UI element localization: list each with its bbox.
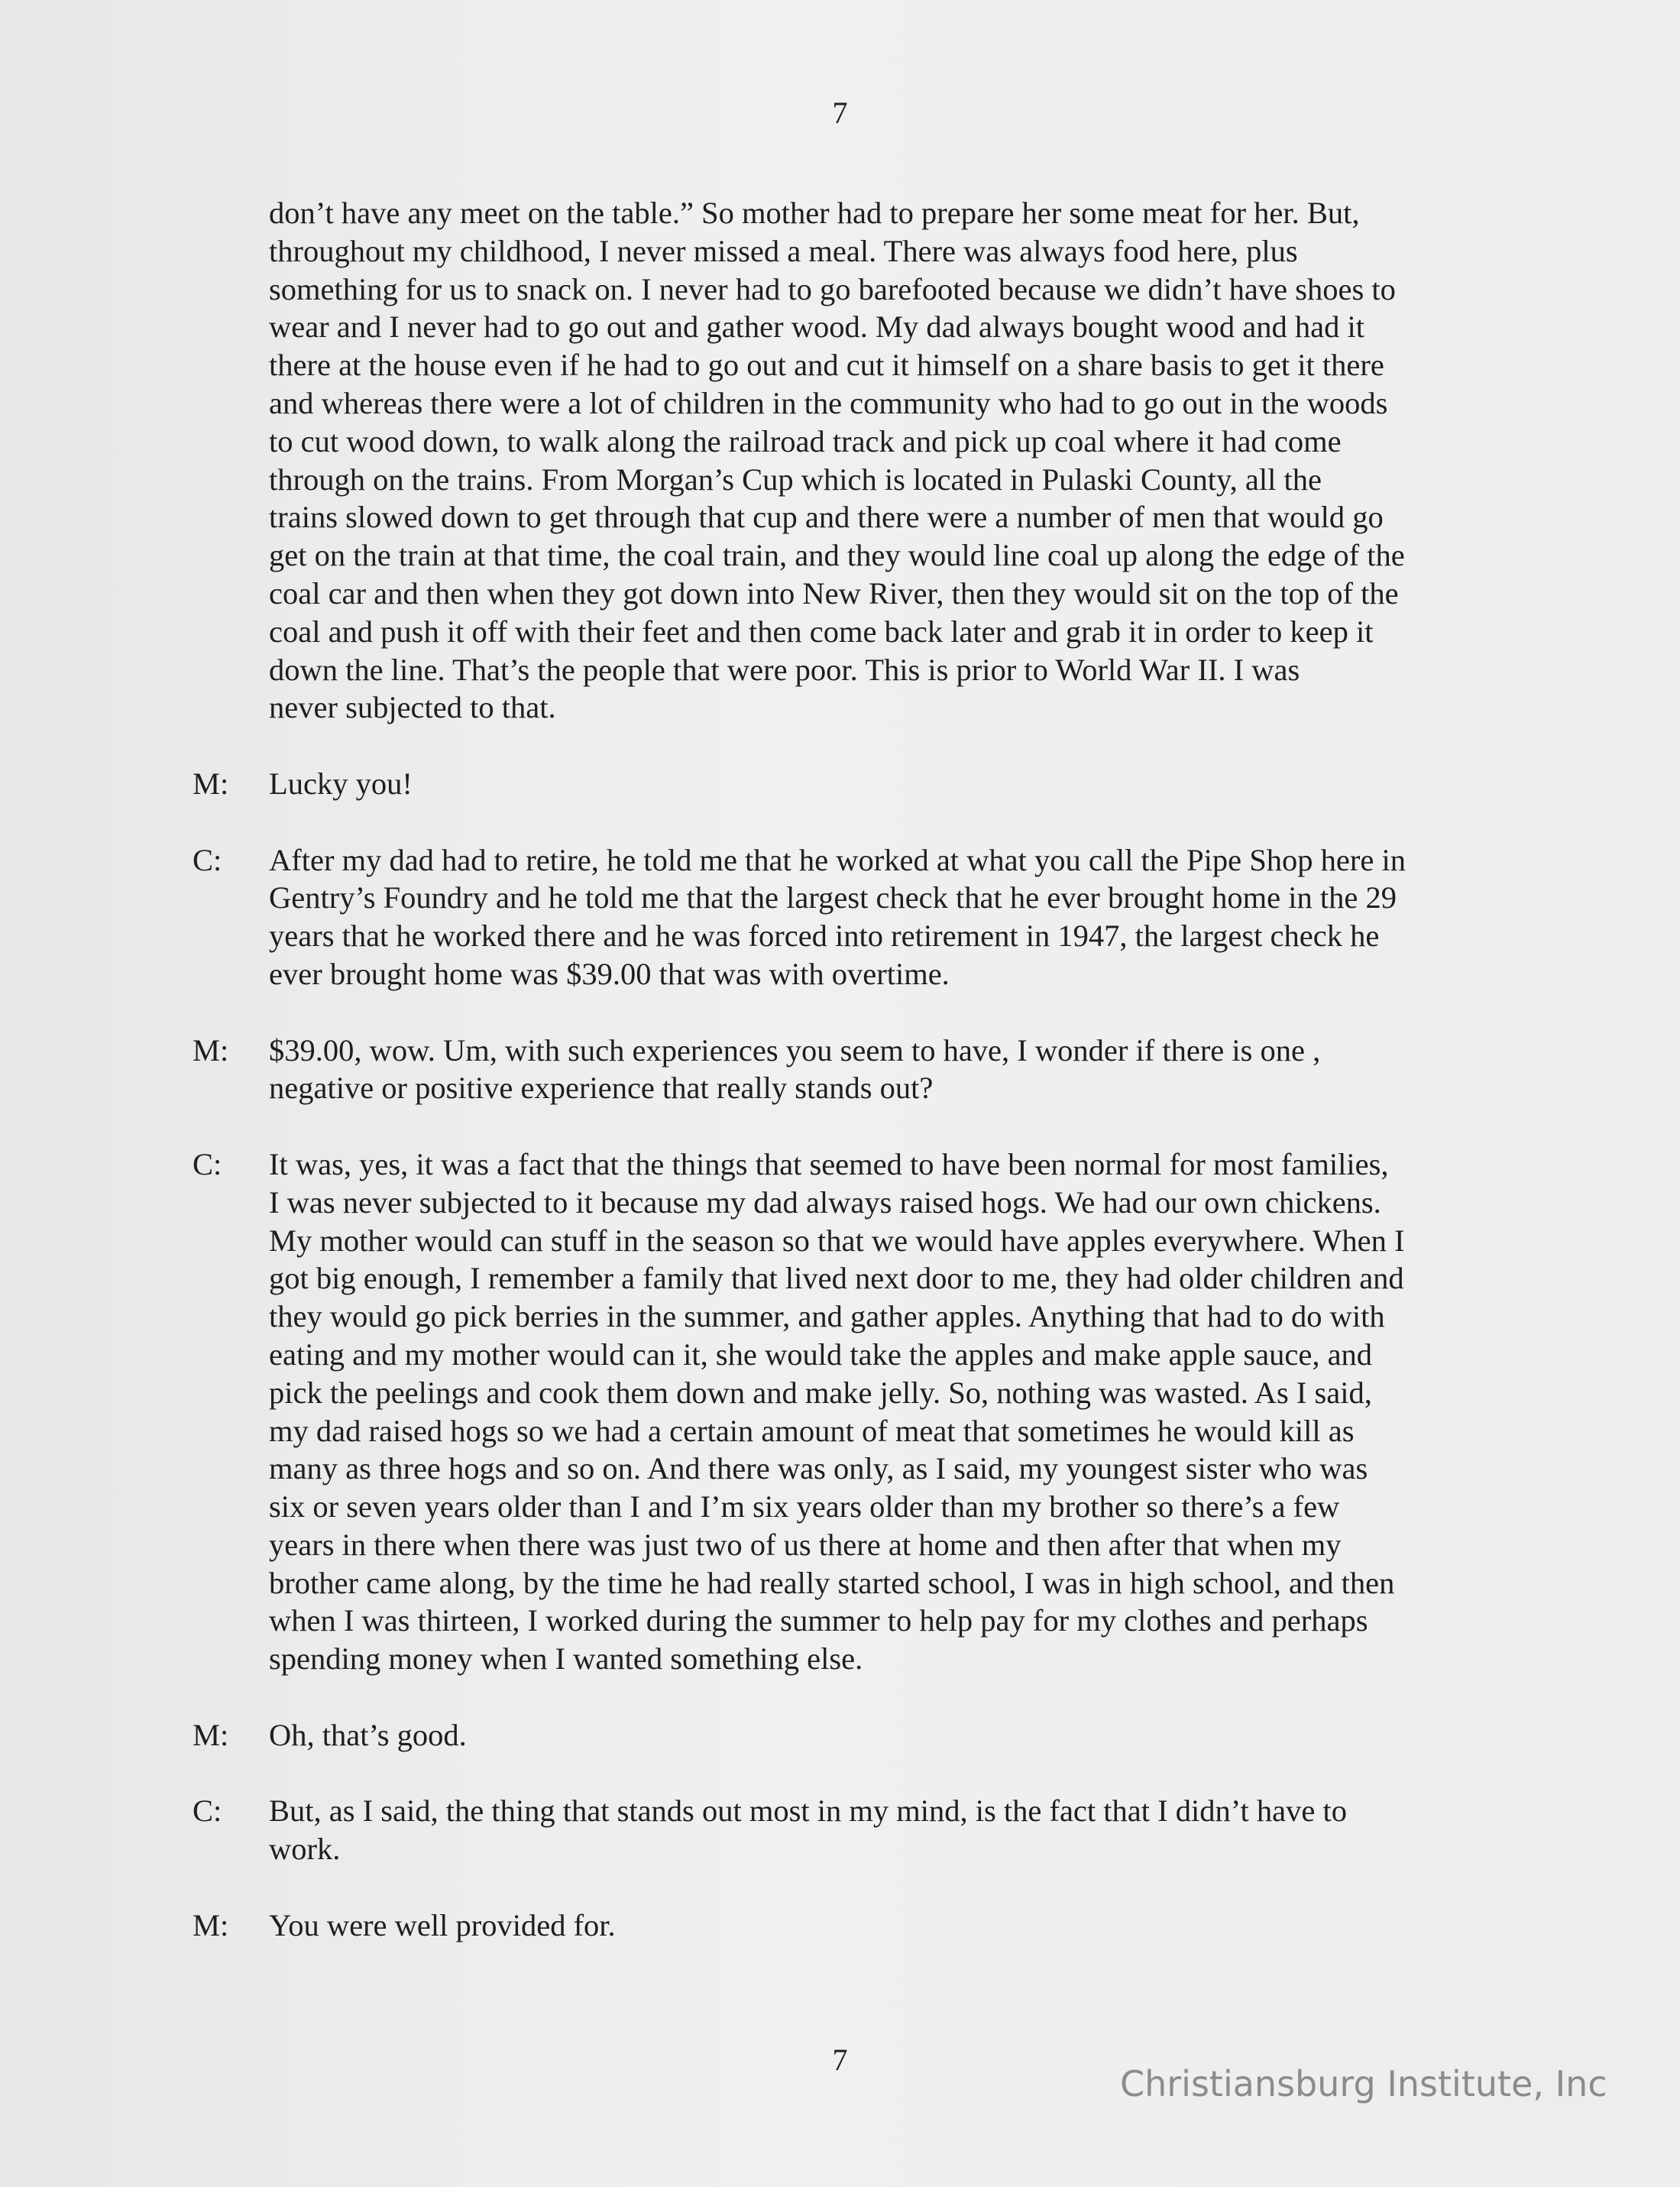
text-line: six or seven years older than I and I’m six years older than my brother so there’s a few bbox=[269, 1489, 1340, 1524]
text-line: there at the house even if he had to go out and cut it himself on a share basis to get it there bbox=[269, 348, 1384, 383]
dialogue-turn bbox=[193, 1907, 1499, 1945]
text-line: get on the train at that time, the coal train, and they would line coal up along the edge of the bbox=[269, 538, 1405, 573]
text-line: You were well provided for. bbox=[269, 1907, 616, 1942]
page-number-bottom: 7 bbox=[832, 2043, 848, 2077]
text-line: don’t have any meet on the table.” So mother had to prepare her some meat for her. But, bbox=[269, 196, 1360, 230]
text-line: pick the peelings and cook them down and make jelly. So, nothing was wasted. As I said, bbox=[269, 1375, 1372, 1410]
speaker-label: M: bbox=[193, 766, 229, 801]
text-line: Lucky you! bbox=[269, 766, 413, 801]
text-line: I was never subjected to it because my dad always raised hogs. We had our own chickens. bbox=[269, 1184, 1381, 1220]
dialogue-turn bbox=[193, 1032, 1499, 1108]
text-line: years that he worked there and he was forced into retirement in 1947, the largest check he bbox=[269, 919, 1380, 954]
text-line: to cut wood down, to walk along the railroad track and pick up coal where it had come bbox=[269, 423, 1342, 458]
text-line: eating and my mother would can it, she would take the apples and make apple sauce, and bbox=[269, 1336, 1373, 1372]
text-line: negative or positive experience that really stands out? bbox=[269, 1071, 934, 1106]
page-number-top: 7 bbox=[832, 96, 848, 130]
text-line: Gentry’s Foundry and he told me that the largest check that he ever brought home in the 29 bbox=[269, 880, 1397, 915]
continued-paragraph bbox=[269, 194, 1499, 727]
text-line: spending money when I wanted something else. bbox=[269, 1641, 863, 1677]
text-line: and whereas there were a lot of children in the community who had to go out in the woods bbox=[269, 385, 1388, 420]
text-line: But, as I said, the thing that stands out most in my mind, is the fact that I didn’t have to bbox=[269, 1793, 1347, 1829]
dialogue-turn bbox=[193, 765, 1499, 803]
text-line: After my dad had to retire, he told me that he worked at what you call the Pipe Shop here in bbox=[269, 842, 1406, 877]
text-line: my dad raised hogs so we had a certain amount of meat that sometimes he would kill as bbox=[269, 1413, 1355, 1448]
speaker-label: C: bbox=[193, 1146, 222, 1181]
dialogue-turn bbox=[193, 1145, 1499, 1678]
dialogue-turn bbox=[193, 1792, 1499, 1868]
dialogue-turn bbox=[193, 1716, 1499, 1754]
speaker-label: C: bbox=[193, 842, 222, 877]
text-line: Oh, that’s good. bbox=[269, 1717, 467, 1752]
text-line: when I was thirteen, I worked during the summer to help pay for my clothes and perhaps bbox=[269, 1603, 1368, 1638]
text-line: work. bbox=[269, 1832, 341, 1867]
transcript-body bbox=[0, 194, 1680, 1982]
speaker-label: M: bbox=[193, 1907, 229, 1942]
speaker-label: C: bbox=[193, 1793, 222, 1829]
text-line: years in there when there was just two of us there at home and then after that when my bbox=[269, 1527, 1342, 1562]
speaker-label: M: bbox=[193, 1032, 229, 1068]
text-line: got big enough, I remember a family that lived next door to me, they had older children and bbox=[269, 1261, 1404, 1296]
text-line: brother came along, by the time he had really started school, I was in high school, and then bbox=[269, 1565, 1395, 1600]
text-line: many as three hogs and so on. And there was only, as I said, my youngest sister who was bbox=[269, 1451, 1368, 1486]
text-line: My mother would can stuff in the season so that we would have apples everywhere. When I bbox=[269, 1223, 1405, 1258]
text-line: trains slowed down to get through that cup and there were a number of men that would go bbox=[269, 500, 1384, 535]
text-line: $39.00, wow. Um, with such experiences you seem to have, I wonder if there is one , bbox=[269, 1032, 1321, 1068]
text-line: coal and push it off with their feet and then come back later and grab it in order to keep it bbox=[269, 614, 1374, 649]
text-line: throughout my childhood, I never missed a meal. There was always food here, plus bbox=[269, 233, 1298, 268]
text-line: ever brought home was $39.00 that was with overtime. bbox=[269, 956, 950, 991]
speaker-label: M: bbox=[193, 1717, 229, 1752]
text-line: something for us to snack on. I never had to go barefooted because we didn’t have shoes to bbox=[269, 271, 1396, 306]
text-line: down the line. That’s the people that were poor. This is prior to World War II. I was bbox=[269, 652, 1300, 687]
text-line: they would go pick berries in the summer, and gather apples. Anything that had to do with bbox=[269, 1299, 1385, 1334]
dialogue-turn bbox=[193, 841, 1499, 993]
text-line: It was, yes, it was a fact that the things that seemed to have been normal for most families, bbox=[269, 1146, 1389, 1181]
text-line: wear and I never had to go out and gather wood. My dad always bought wood and had it bbox=[269, 309, 1365, 345]
text-line: through on the trains. From Morgan’s Cup which is located in Pulaski County, all the bbox=[269, 462, 1322, 497]
watermark: Christiansburg Institute, Inc bbox=[1120, 2063, 1607, 2104]
text-line: coal car and then when they got down into New River, then they would sit on the top of the bbox=[269, 575, 1399, 611]
text-line: never subjected to that. bbox=[269, 690, 556, 725]
